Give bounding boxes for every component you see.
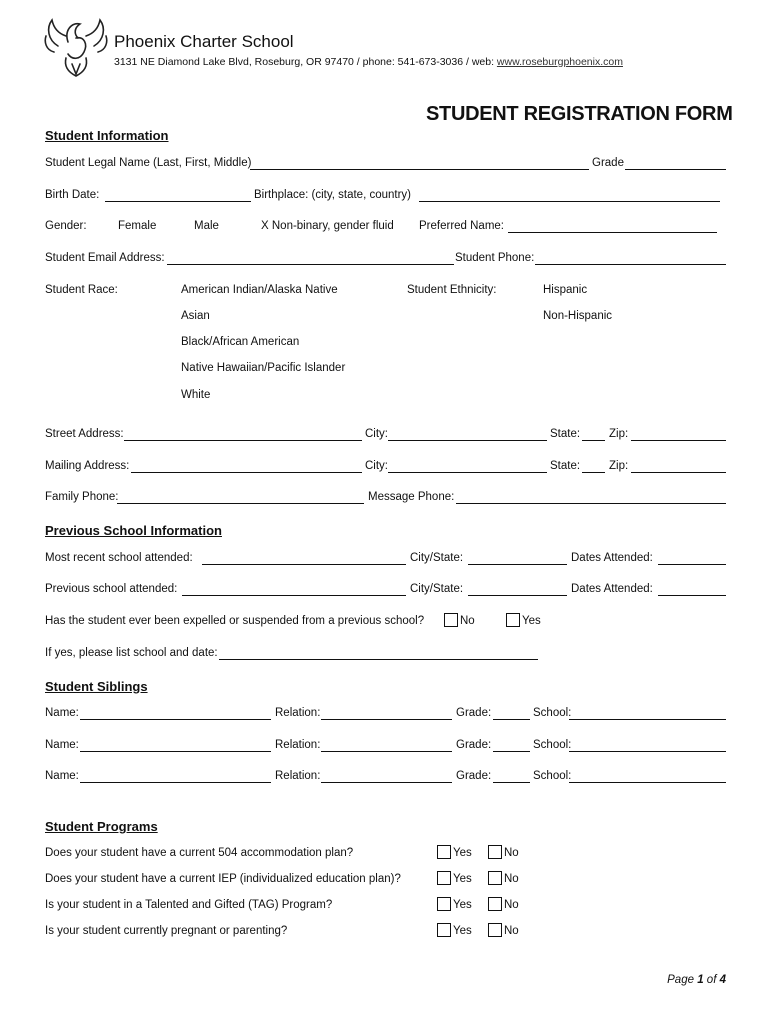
sibling-name-field[interactable] [80, 782, 271, 783]
if-yes-label: If yes, please list school and date: [45, 647, 218, 659]
zip-label: Zip: [609, 460, 629, 472]
birthplace-label: Birthplace: (city, state, country) [254, 189, 412, 201]
legal-name-label: Student Legal Name (Last, First, Middle) [45, 157, 252, 169]
previous-school-field[interactable] [182, 595, 406, 596]
program-no-label: No [504, 899, 519, 911]
sibling-grade-field[interactable] [493, 751, 530, 752]
sibling-row [45, 707, 726, 723]
program-yes-label: Yes [453, 847, 472, 859]
program-question-row [45, 925, 726, 941]
dates-attended-label: Dates Attended: [571, 583, 653, 595]
sibling-school-field[interactable] [569, 782, 726, 783]
program-yes-label: Yes [453, 873, 472, 885]
birth-date-field[interactable] [105, 201, 251, 202]
program-no-label: No [504, 873, 519, 885]
previous-school-row [45, 583, 726, 599]
city-label: City: [365, 428, 388, 440]
sibling-name-label: Name: [45, 707, 79, 719]
program-question-row [45, 873, 726, 889]
sibling-name-field[interactable] [80, 751, 271, 752]
expelled-no-checkbox[interactable] [444, 613, 458, 627]
grade-label: Grade [592, 157, 624, 169]
gender-option-female[interactable]: Female [118, 220, 157, 232]
program-no-label: No [504, 925, 519, 937]
zip-field[interactable] [631, 472, 726, 473]
sibling-relation-label: Relation: [275, 770, 321, 782]
page-number [667, 974, 726, 986]
page-total: 4 [719, 974, 726, 986]
sibling-relation-field[interactable] [321, 782, 452, 783]
website-link[interactable]: www.roseburgphoenix.com [496, 56, 623, 68]
race-option[interactable]: American Indian/Alaska Native [181, 284, 338, 296]
grade-field[interactable] [625, 169, 726, 170]
legal-name-row [45, 157, 726, 173]
family-phone-label: Family Phone: [45, 491, 119, 503]
race-option[interactable]: Asian [181, 310, 210, 322]
sibling-school-field[interactable] [569, 751, 726, 752]
gender-option-nonbinary[interactable]: X Non-binary, gender fluid [261, 220, 394, 232]
sibling-school-label: School: [533, 707, 572, 719]
zip-label: Zip: [609, 428, 629, 440]
expelled-no-label: No [460, 615, 475, 627]
if-yes-field[interactable] [219, 659, 538, 660]
program-yes-checkbox[interactable] [437, 871, 451, 885]
gender-label: Gender: [45, 220, 87, 232]
email-row [45, 252, 726, 268]
sibling-name-label: Name: [45, 739, 79, 751]
city-state-label: City/State: [410, 583, 464, 595]
program-yes-checkbox[interactable] [437, 897, 451, 911]
mailing-address-row [45, 460, 726, 476]
street-address-row [45, 428, 726, 444]
of-word: of [703, 974, 720, 986]
message-phone-label: Message Phone: [368, 491, 455, 503]
sibling-relation-field[interactable] [321, 751, 452, 752]
email-field[interactable] [167, 264, 454, 265]
sibling-relation-label: Relation: [275, 739, 321, 751]
sibling-school-field[interactable] [569, 719, 726, 720]
expelled-yes-checkbox[interactable] [506, 613, 520, 627]
preferred-name-field[interactable] [508, 232, 717, 233]
sibling-grade-label: Grade: [456, 770, 492, 782]
sibling-name-label: Name: [45, 770, 79, 782]
sibling-grade-field[interactable] [493, 719, 530, 720]
gender-option-male[interactable]: Male [194, 220, 219, 232]
sibling-grade-label: Grade: [456, 739, 492, 751]
city-label: City: [365, 460, 388, 472]
city-state-field[interactable] [468, 595, 567, 596]
city-field[interactable] [388, 440, 547, 441]
program-no-label: No [504, 847, 519, 859]
legal-name-field[interactable] [250, 169, 589, 170]
state-field[interactable] [582, 472, 605, 473]
birth-row [45, 189, 726, 205]
dates-attended-label: Dates Attended: [571, 552, 653, 564]
message-phone-field[interactable] [456, 503, 726, 504]
email-label: Student Email Address: [45, 252, 165, 264]
program-question: Does your student have a current IEP (individualized education plan)? [45, 873, 401, 885]
expelled-row [45, 615, 726, 631]
gender-row [45, 220, 726, 236]
previous-school-heading: Previous School Information [45, 523, 222, 538]
school-name: Phoenix Charter School [114, 32, 294, 51]
phoenix-logo [44, 16, 108, 78]
form-title: STUDENT REGISTRATION FORM [426, 103, 733, 125]
state-label: State: [550, 460, 581, 472]
ethnicity-option[interactable]: Non-Hispanic [543, 310, 613, 322]
program-question: Is your student currently pregnant or parenting? [45, 925, 288, 937]
program-yes-label: Yes [453, 899, 472, 911]
program-no-checkbox[interactable] [488, 871, 502, 885]
student-phone-field[interactable] [535, 264, 726, 265]
program-question: Is your student in a Talented and Gifted (TAG) Program? [45, 899, 333, 911]
programs-heading: Student Programs [45, 819, 158, 834]
street-address-field[interactable] [124, 440, 362, 441]
expelled-yes-label: Yes [522, 615, 541, 627]
race-option[interactable]: Black/African American [181, 336, 300, 348]
race-option[interactable]: White [181, 389, 211, 401]
sibling-relation-label: Relation: [275, 707, 321, 719]
sibling-grade-field[interactable] [493, 782, 530, 783]
ethnicity-label: Student Ethnicity: [407, 284, 497, 296]
mailing-address-field[interactable] [131, 472, 362, 473]
race-option[interactable]: Native Hawaiian/Pacific Islander [181, 362, 346, 374]
program-question: Does your student have a current 504 accommodation plan? [45, 847, 354, 859]
recent-school-row [45, 552, 726, 568]
program-question-row [45, 847, 726, 863]
state-field[interactable] [582, 440, 605, 441]
sibling-school-label: School: [533, 770, 572, 782]
dates-attended-field[interactable] [658, 564, 726, 565]
phone-row [45, 491, 726, 507]
program-yes-checkbox[interactable] [437, 923, 451, 937]
sibling-name-field[interactable] [80, 719, 271, 720]
street-address-label: Street Address: [45, 428, 124, 440]
preferred-name-label: Preferred Name: [419, 220, 505, 232]
page-word: Page [667, 974, 698, 986]
page-current: 1 [697, 974, 704, 986]
expelled-question: Has the student ever been expelled or suspended from a previous school? [45, 615, 425, 627]
address-text: 3131 NE Diamond Lake Blvd, Roseburg, OR 97470 / phone: 541-673-3036 / web: [114, 56, 497, 68]
ethnicity-option[interactable]: Hispanic [543, 284, 588, 296]
siblings-heading: Student Siblings [45, 679, 148, 694]
program-no-checkbox[interactable] [488, 845, 502, 859]
sibling-row [45, 739, 726, 755]
dates-attended-field[interactable] [658, 595, 726, 596]
program-yes-checkbox[interactable] [437, 845, 451, 859]
program-no-checkbox[interactable] [488, 923, 502, 937]
student-phone-label: Student Phone: [455, 252, 535, 264]
sibling-school-label: School: [533, 739, 572, 751]
program-yes-label: Yes [453, 925, 472, 937]
race-label: Student Race: [45, 284, 118, 296]
sibling-row [45, 770, 726, 786]
city-state-label: City/State: [410, 552, 464, 564]
recent-school-label: Most recent school attended: [45, 552, 193, 564]
zip-field[interactable] [631, 440, 726, 441]
recent-school-field[interactable] [202, 564, 406, 565]
sibling-grade-label: Grade: [456, 707, 492, 719]
state-label: State: [550, 428, 581, 440]
student-info-heading: Student Information [45, 128, 169, 143]
birth-date-label: Birth Date: [45, 189, 100, 201]
family-phone-field[interactable] [117, 503, 364, 504]
birthplace-field[interactable] [419, 201, 720, 202]
program-no-checkbox[interactable] [488, 897, 502, 911]
program-question-row [45, 899, 726, 915]
previous-school-label: Previous school attended: [45, 583, 178, 595]
sibling-relation-field[interactable] [321, 719, 452, 720]
school-address [114, 56, 623, 68]
city-field[interactable] [388, 472, 547, 473]
mailing-address-label: Mailing Address: [45, 460, 130, 472]
city-state-field[interactable] [468, 564, 567, 565]
if-yes-row [45, 647, 726, 663]
